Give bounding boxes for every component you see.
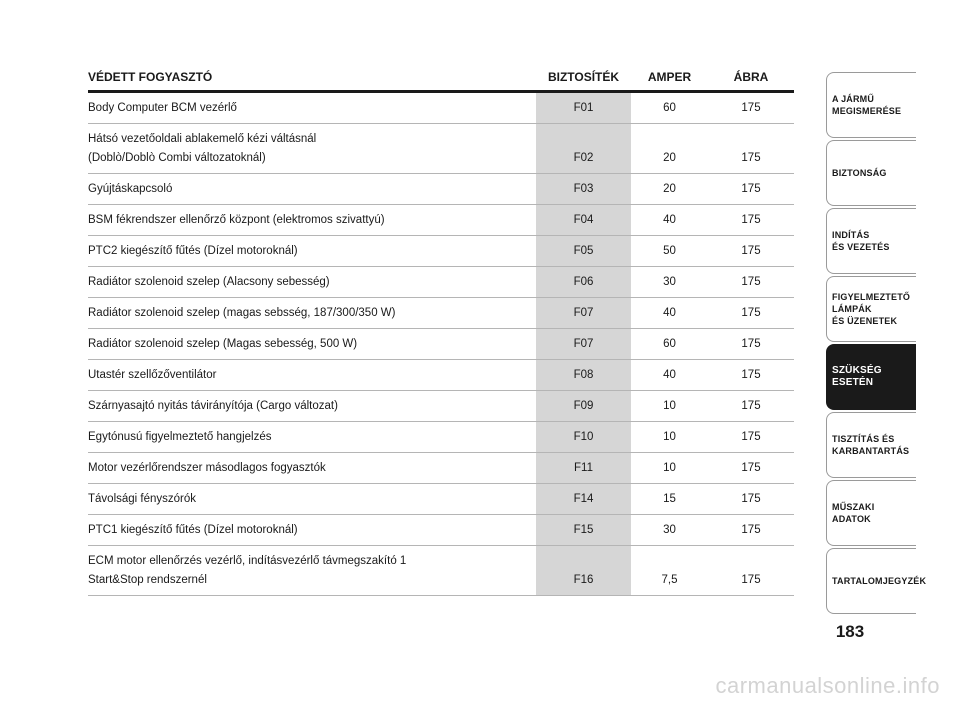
nav-tab[interactable]: MŰSZAKI ADATOK	[826, 480, 916, 546]
figure-cell-text: 175	[741, 307, 761, 319]
header-protected-consumer: VÉDETT FOGYASZTÓ	[88, 64, 536, 92]
nav-tab[interactable]: FIGYELMEZTETŐ LÁMPÁK ÉS ÜZENETEK	[826, 276, 916, 342]
amp-cell-text: 30	[663, 524, 676, 536]
figure-cell	[708, 515, 794, 546]
amp-cell	[631, 124, 708, 174]
consumer-cell	[88, 124, 536, 174]
amp-cell-text: 20	[663, 152, 676, 164]
consumer-cell-text: Szárnyasajtó nyitás távirányítója (Cargo változat)	[88, 400, 338, 412]
consumer-cell-text: Start&Stop rendszernél	[88, 574, 207, 586]
figure-cell	[708, 422, 794, 453]
figure-cell	[708, 236, 794, 267]
fuse-cell	[536, 205, 631, 236]
consumer-cell-text: ECM motor ellenőrzés vezérlő, indításvezérlő távmegszakító 1	[88, 555, 407, 567]
figure-cell	[708, 360, 794, 391]
consumer-cell-text: Radiátor szolenoid szelep (Alacsony sebesség)	[88, 276, 330, 288]
amp-cell	[631, 422, 708, 453]
amp-cell	[631, 205, 708, 236]
header-figure: ÁBRA	[708, 64, 794, 92]
consumer-cell	[88, 546, 536, 596]
table-row	[88, 205, 794, 236]
amp-cell-text: 40	[663, 214, 676, 226]
figure-cell-text: 175	[741, 214, 761, 226]
figure-cell	[708, 546, 794, 596]
consumer-cell-text: PTC2 kiegészítő fűtés (Dízel motoroknál)	[88, 245, 298, 257]
figure-cell	[708, 391, 794, 422]
consumer-cell	[88, 329, 536, 360]
fuse-cell	[536, 174, 631, 205]
amp-cell-text: 20	[663, 183, 676, 195]
nav-tab[interactable]: BIZTONSÁG	[826, 140, 916, 206]
amp-cell	[631, 174, 708, 205]
amp-cell-text: 30	[663, 276, 676, 288]
amp-cell-text: 60	[663, 338, 676, 350]
figure-cell-text: 175	[741, 524, 761, 536]
table-row	[88, 236, 794, 267]
consumer-cell-text: Utastér szellőzőventilátor	[88, 369, 217, 381]
amp-cell	[631, 391, 708, 422]
fuse-cell-text: F16	[573, 574, 594, 586]
table-row	[88, 329, 794, 360]
nav-tab[interactable]: TISZTÍTÁS ÉS KARBANTARTÁS	[826, 412, 916, 478]
amp-cell	[631, 298, 708, 329]
amp-cell	[631, 515, 708, 546]
fuse-cell	[536, 515, 631, 546]
fuse-cell	[536, 124, 631, 174]
fuse-cell	[536, 453, 631, 484]
consumer-cell-text: Radiátor szolenoid szelep (Magas sebesség, 500 W)	[88, 338, 358, 350]
nav-tab[interactable]: SZÜKSÉG ESETÉN	[826, 344, 916, 410]
amp-cell	[631, 329, 708, 360]
fuse-cell-text: F07	[573, 307, 594, 319]
figure-cell	[708, 92, 794, 124]
amp-cell	[631, 546, 708, 596]
consumer-cell	[88, 391, 536, 422]
table-row	[88, 298, 794, 329]
amp-cell-text: 60	[663, 102, 676, 114]
amp-cell	[631, 360, 708, 391]
figure-cell	[708, 267, 794, 298]
nav-tab[interactable]: A JÁRMŰ MEGISMERÉSE	[826, 72, 916, 138]
consumer-cell-text: Egytónusú figyelmeztető hangjelzés	[88, 431, 272, 443]
fuse-cell-text: F10	[573, 431, 594, 443]
fuse-cell-text: F11	[574, 462, 593, 474]
consumer-cell	[88, 236, 536, 267]
fuse-cell	[536, 298, 631, 329]
fuse-cell-text: F09	[573, 400, 594, 412]
table-row	[88, 360, 794, 391]
table-row	[88, 515, 794, 546]
amp-cell	[631, 236, 708, 267]
figure-cell-text: 175	[741, 574, 761, 586]
table-row	[88, 92, 794, 124]
figure-cell	[708, 329, 794, 360]
figure-cell-text: 175	[741, 102, 761, 114]
fuse-cell	[536, 267, 631, 298]
section-nav	[826, 72, 927, 616]
consumer-cell	[88, 205, 536, 236]
fuse-cell-text: F05	[573, 245, 594, 257]
amp-cell	[631, 92, 708, 124]
fuse-cell-text: F14	[573, 493, 594, 505]
amp-cell-text: 10	[663, 462, 676, 474]
fuse-table	[88, 64, 794, 596]
figure-cell-text: 175	[741, 183, 761, 195]
figure-cell-text: 175	[741, 245, 761, 257]
amp-cell	[631, 453, 708, 484]
fuse-cell-text: F08	[573, 369, 594, 381]
fuse-cell-text: F15	[573, 524, 594, 536]
table-row	[88, 124, 794, 174]
table-row	[88, 267, 794, 298]
fuse-cell	[536, 546, 631, 596]
figure-cell-text: 175	[741, 493, 761, 505]
table-row	[88, 484, 794, 515]
consumer-cell-text: Távolsági fényszórók	[88, 493, 197, 505]
figure-cell-text: 175	[741, 431, 761, 443]
amp-cell-text: 15	[663, 493, 676, 505]
amp-cell	[631, 267, 708, 298]
page-number: 183	[835, 622, 865, 641]
figure-cell	[708, 298, 794, 329]
consumer-cell	[88, 360, 536, 391]
consumer-cell-text: (Doblò/Doblò Combi változatoknál)	[88, 152, 266, 164]
amp-cell-text: 10	[663, 400, 676, 412]
header-fuse: BIZTOSÍTÉK	[536, 64, 631, 92]
consumer-cell	[88, 515, 536, 546]
consumer-cell	[88, 484, 536, 515]
consumer-cell	[88, 298, 536, 329]
table-header	[88, 64, 794, 92]
consumer-cell-text: Hátsó vezetőoldali ablakemelő kézi váltásnál	[88, 133, 317, 145]
figure-cell	[708, 205, 794, 236]
consumer-cell	[88, 174, 536, 205]
figure-cell-text: 175	[741, 462, 761, 474]
consumer-cell-text: PTC1 kiegészítő fűtés (Dízel motoroknál)	[88, 524, 298, 536]
figure-cell	[708, 453, 794, 484]
watermark: carmanualsonline.info	[715, 673, 940, 698]
consumer-cell-text: Gyújtáskapcsoló	[88, 183, 173, 195]
consumer-cell-text: Radiátor szolenoid szelep (magas sebsség, 187/300/350 W)	[88, 307, 396, 319]
consumer-cell-text: BSM fékrendszer ellenőrző központ (elektromos szivattyú)	[88, 214, 385, 226]
figure-cell-text: 175	[741, 400, 761, 412]
figure-cell	[708, 124, 794, 174]
nav-tab[interactable]: TARTALOMJEGYZÉK	[826, 548, 916, 614]
table-row	[88, 391, 794, 422]
consumer-cell-text: Body Computer BCM vezérlő	[88, 102, 237, 114]
amp-cell	[631, 484, 708, 515]
nav-tab[interactable]: INDÍTÁS ÉS VEZETÉS	[826, 208, 916, 274]
header-amp: AMPER	[631, 64, 708, 92]
amp-cell-text: 40	[663, 369, 676, 381]
table-row	[88, 453, 794, 484]
consumer-cell	[88, 453, 536, 484]
amp-cell-text: 7,5	[661, 574, 678, 586]
fuse-cell	[536, 236, 631, 267]
fuse-cell	[536, 391, 631, 422]
fuse-cell	[536, 422, 631, 453]
fuse-cell-text: F02	[573, 152, 594, 164]
fuse-cell	[536, 92, 631, 124]
amp-cell-text: 10	[663, 431, 676, 443]
table-row	[88, 546, 794, 596]
fuse-cell-text: F06	[573, 276, 594, 288]
figure-cell	[708, 174, 794, 205]
fuse-cell	[536, 360, 631, 391]
fuse-cell-text: F07	[573, 338, 594, 350]
consumer-cell	[88, 267, 536, 298]
consumer-cell	[88, 92, 536, 124]
table-row	[88, 174, 794, 205]
consumer-cell	[88, 422, 536, 453]
fuse-cell	[536, 484, 631, 515]
fuse-cell-text: F04	[573, 214, 594, 226]
figure-cell	[708, 484, 794, 515]
fuse-cell-text: F03	[573, 183, 594, 195]
table-row	[88, 422, 794, 453]
amp-cell-text: 50	[663, 245, 676, 257]
figure-cell-text: 175	[741, 276, 761, 288]
consumer-cell-text: Motor vezérlőrendszer másodlagos fogyasztók	[88, 462, 326, 474]
amp-cell-text: 40	[663, 307, 676, 319]
figure-cell-text: 175	[741, 338, 761, 350]
fuse-cell	[536, 329, 631, 360]
figure-cell-text: 175	[741, 152, 761, 164]
fuse-cell-text: F01	[573, 102, 594, 114]
figure-cell-text: 175	[741, 369, 761, 381]
table-body	[88, 92, 794, 596]
